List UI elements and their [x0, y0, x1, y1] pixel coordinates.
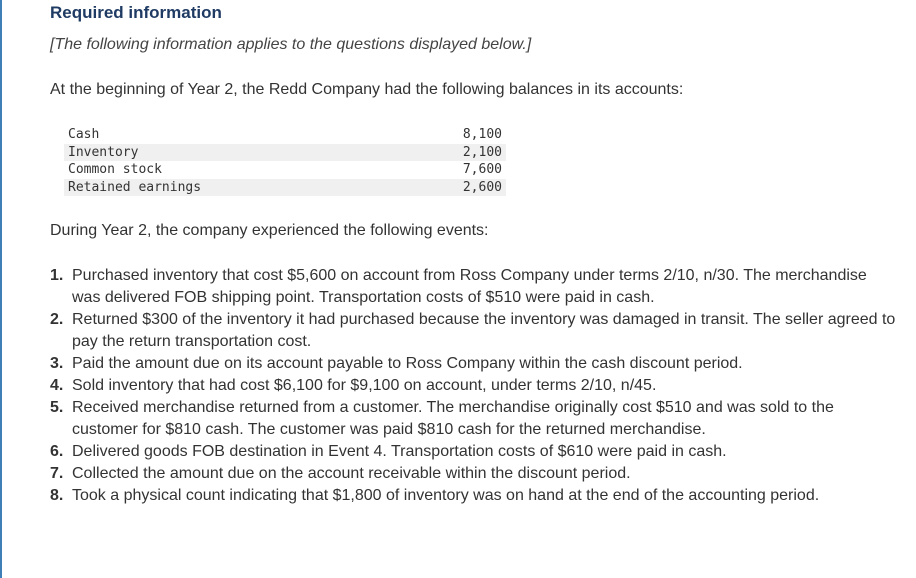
account-name: Cash [68, 127, 100, 142]
left-border-rule [0, 0, 2, 578]
event-number: 2. [50, 311, 64, 328]
event-number: 3. [50, 355, 64, 372]
event-text: Delivered goods FOB destination in Event 4. Transportation costs of $610 were paid in cash. [72, 443, 727, 460]
page-title: Required information [50, 3, 222, 22]
event-item [50, 397, 898, 441]
event-item [50, 375, 898, 397]
event-text: Took a physical count indicating that $1,800 of inventory was on hand at the end of the accounting period. [72, 487, 820, 504]
account-amount: 7,600 [462, 162, 502, 177]
event-number: 6. [50, 443, 64, 460]
balance-row [64, 126, 506, 144]
event-text: Received merchandise returned from a customer. The merchandise originally cost $510 and was sold to the customer for $810 cash. The customer was paid $810 cash for the returned merchandise. [72, 399, 834, 438]
events-intro-text: During Year 2, the company experienced the following events: [50, 222, 489, 239]
info-note: [The following information applies to the questions displayed below.] [50, 36, 532, 53]
event-item [50, 441, 898, 463]
event-item [50, 309, 898, 353]
balance-row [64, 179, 506, 197]
balance-row [64, 144, 506, 162]
event-text: Sold inventory that had cost $6,100 for $9,100 on account, under terms 2/10, n/45. [72, 377, 657, 394]
account-amount: 2,100 [428, 144, 506, 162]
event-number: 4. [50, 377, 64, 394]
event-number: 1. [50, 267, 64, 284]
event-item [50, 353, 898, 375]
balances-table [64, 126, 506, 196]
event-number: 5. [50, 399, 64, 416]
account-amount: 2,600 [428, 179, 506, 197]
event-item [50, 485, 898, 507]
event-item [50, 265, 898, 309]
events-list [50, 265, 898, 507]
account-name: Inventory [64, 144, 428, 162]
event-text: Paid the amount due on its account payable to Ross Company within the cash discount period. [72, 355, 743, 372]
event-number: 8. [50, 487, 64, 504]
event-text: Returned $300 of the inventory it had purchased because the inventory was damaged in transit. The seller agreed to pay the return transportation cost. [72, 311, 896, 350]
account-amount: 8,100 [462, 127, 502, 142]
intro-text: At the beginning of Year 2, the Redd Company had the following balances in its accounts: [50, 81, 684, 98]
account-name: Retained earnings [64, 179, 428, 197]
event-text: Collected the amount due on the account receivable within the discount period. [72, 465, 631, 482]
event-number: 7. [50, 465, 64, 482]
event-text: Purchased inventory that cost $5,600 on account from Ross Company under terms 2/10, n/30. The merchandise was delivered FOB shipping point. Transportation costs of $510 were paid in cash. [72, 267, 867, 306]
event-item [50, 463, 898, 485]
balance-row [64, 161, 506, 179]
account-name: Common stock [68, 162, 162, 177]
